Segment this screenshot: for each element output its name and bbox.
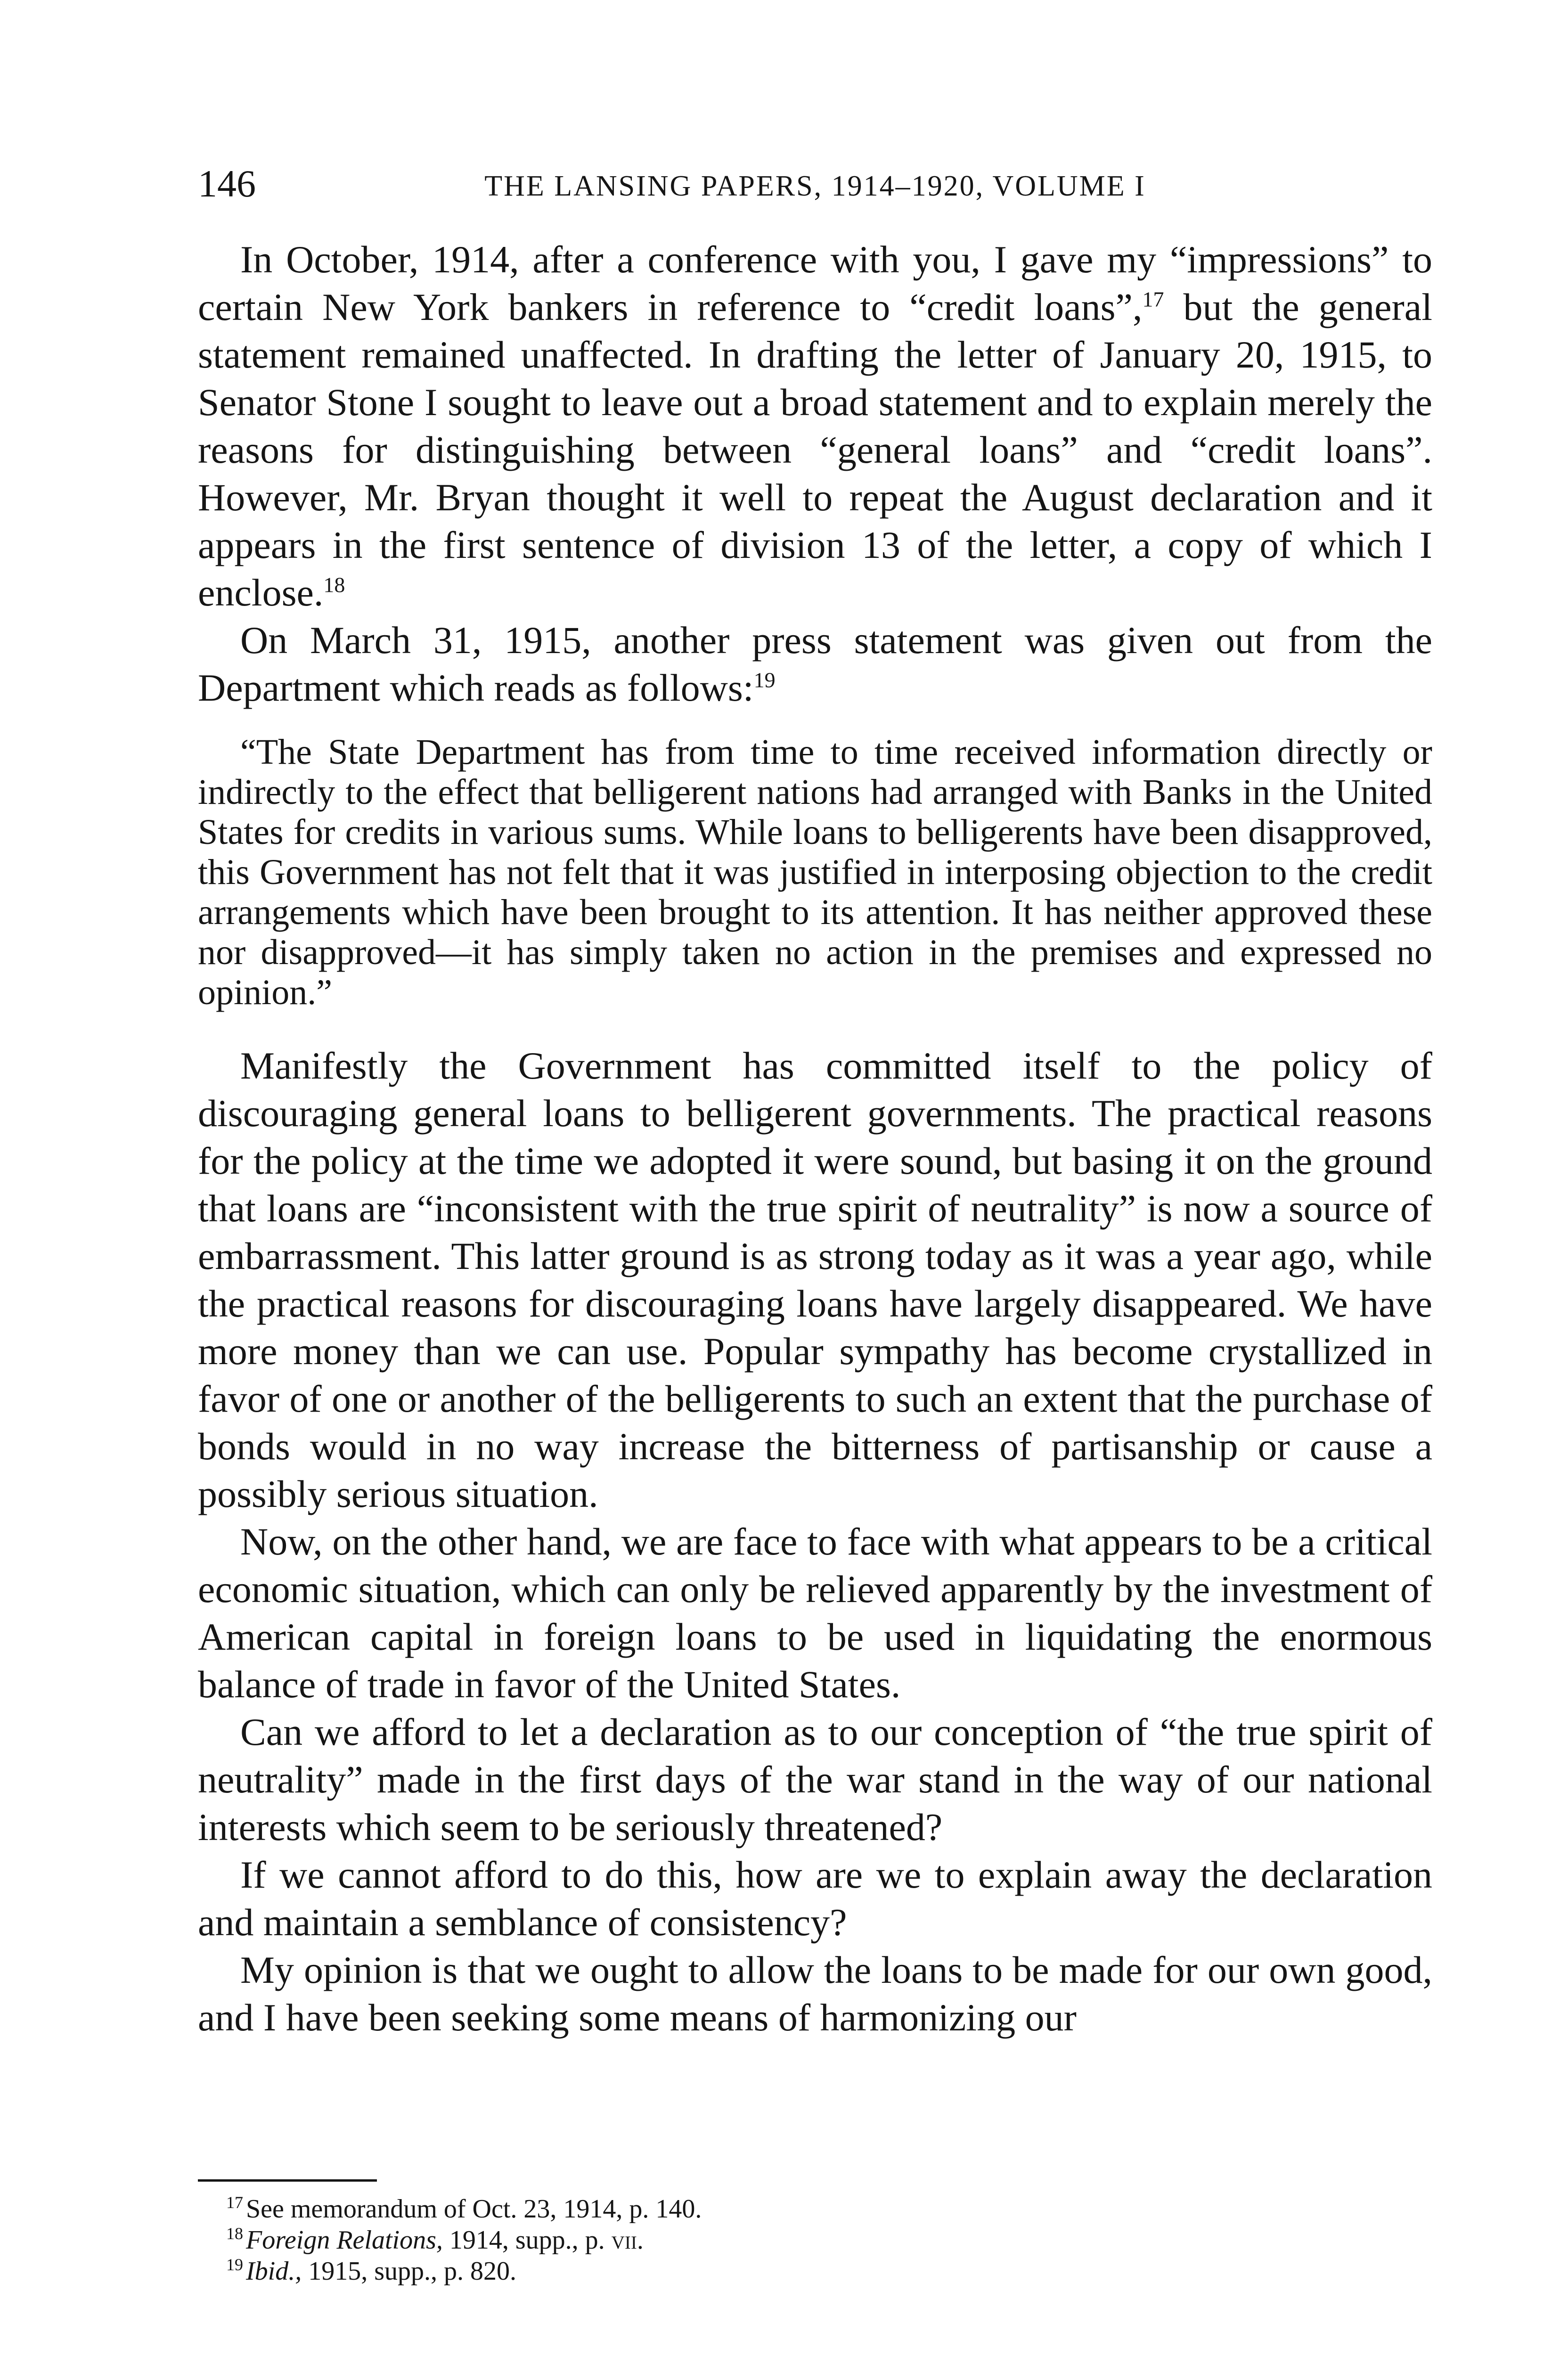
footnote-18: [226, 2225, 1404, 2256]
footnote-18-title: Foreign Relations,: [246, 2225, 443, 2255]
page-number: 146: [198, 162, 256, 205]
block-quote: “The State Department has from time to time received information directly or indirectly to the effect that belligerent nations had arranged with Banks in the United States for credits in various sums. While loans to belligerents have been disapproved, this Government has not felt that it was justified in interposing objection to the credit arrangements which have been brought to its attention. It has neither approved these nor disapproved—it has simply taken no action in the premises and expressed no opinion.”: [198, 732, 1432, 1012]
footnote-17: [226, 2193, 1404, 2225]
paragraph-1-part-b: but the general statement remained unaffected. In drafting the letter of January 20, 1915, to Senator Stone I sought to leave out a broad statement and to explain merely the reasons for distinguishing between “general loans” and “credit loans”. However, Mr. Bryan thought it well to repeat the August declaration and it appears in the first sentence of division 13 of the letter, a copy of which I enclose.: [198, 286, 1432, 614]
paragraph-1-part-a: In October, 1914, after a conference with you, I gave my “impressions” to certain New York bankers in reference to “credit loans”,: [198, 238, 1432, 328]
footnote-ref-17: 17: [1142, 287, 1164, 311]
paragraph-2: [198, 616, 1432, 712]
footnote-ref-18: 18: [323, 573, 345, 597]
footnote-19: [226, 2256, 1404, 2287]
footnote-ref-19: 19: [753, 668, 776, 692]
footnote-19-text: 1915, supp., p. 820.: [302, 2257, 517, 2286]
footnote-19-number: 19: [226, 2255, 243, 2274]
footnote-18-page: vii: [611, 2225, 637, 2255]
footnote-18-end: .: [637, 2225, 644, 2255]
footnote-17-text: See memorandum of Oct. 23, 1914, p. 140.: [246, 2194, 702, 2224]
running-head: [198, 160, 1432, 217]
paragraph-7: My opinion is that we ought to allow the loans to be made for our own good, and I have been seeking some means of harmonizing our: [198, 1948, 1432, 2039]
paragraph-5: Can we afford to let a declaration as to our conception of “the true spirit of neutrality” made in the first days of the war stand in the way of our national interests which seem to be seriously threatened?: [198, 1710, 1432, 1849]
paragraph-2-text: On March 31, 1915, another press statement was given out from the Department which reads as follows:: [198, 619, 1432, 709]
footnote-19-title: Ibid.,: [246, 2257, 302, 2286]
footnote-18-text: 1914, supp., p.: [442, 2225, 612, 2255]
footnote-divider: [198, 2179, 377, 2182]
paragraph-1: [198, 236, 1432, 616]
paragraph-6: If we cannot afford to do this, how are we to explain away the declaration and maintain a semblance of consistency?: [198, 1853, 1432, 1944]
running-title: THE LANSING PAPERS, 1914–1920, VOLUME I: [484, 170, 1146, 202]
footnote-18-number: 18: [226, 2224, 243, 2243]
body-text: [198, 236, 1432, 2041]
footnote-17-number: 17: [226, 2193, 243, 2212]
paragraph-3: Manifestly the Government has committed itself to the policy of discouraging general loans to belligerent governments. The practical reasons for the policy at the time we adopted it were sound, but basing it on the ground that loans are “inconsistent with the true spirit of neutrality” is now a source of embarrassment. This latter ground is as strong today as it was a year ago, while the practical reasons for discouraging loans have largely disappeared. We have more money than we can use. Popular sympathy has become crystallized in favor of one or another of the belligerents to such an extent that the purchase of bonds would in no way increase the bitterness of partisanship or cause a possibly serious situation.: [198, 1044, 1432, 1515]
footnotes: [226, 2193, 1404, 2287]
paragraph-4: Now, on the other hand, we are face to face with what appears to be a critical economic situation, which can only be relieved apparently by the investment of American capital in foreign loans to be used in liquidating the enormous balance of trade in favor of the United States.: [198, 1520, 1432, 1706]
